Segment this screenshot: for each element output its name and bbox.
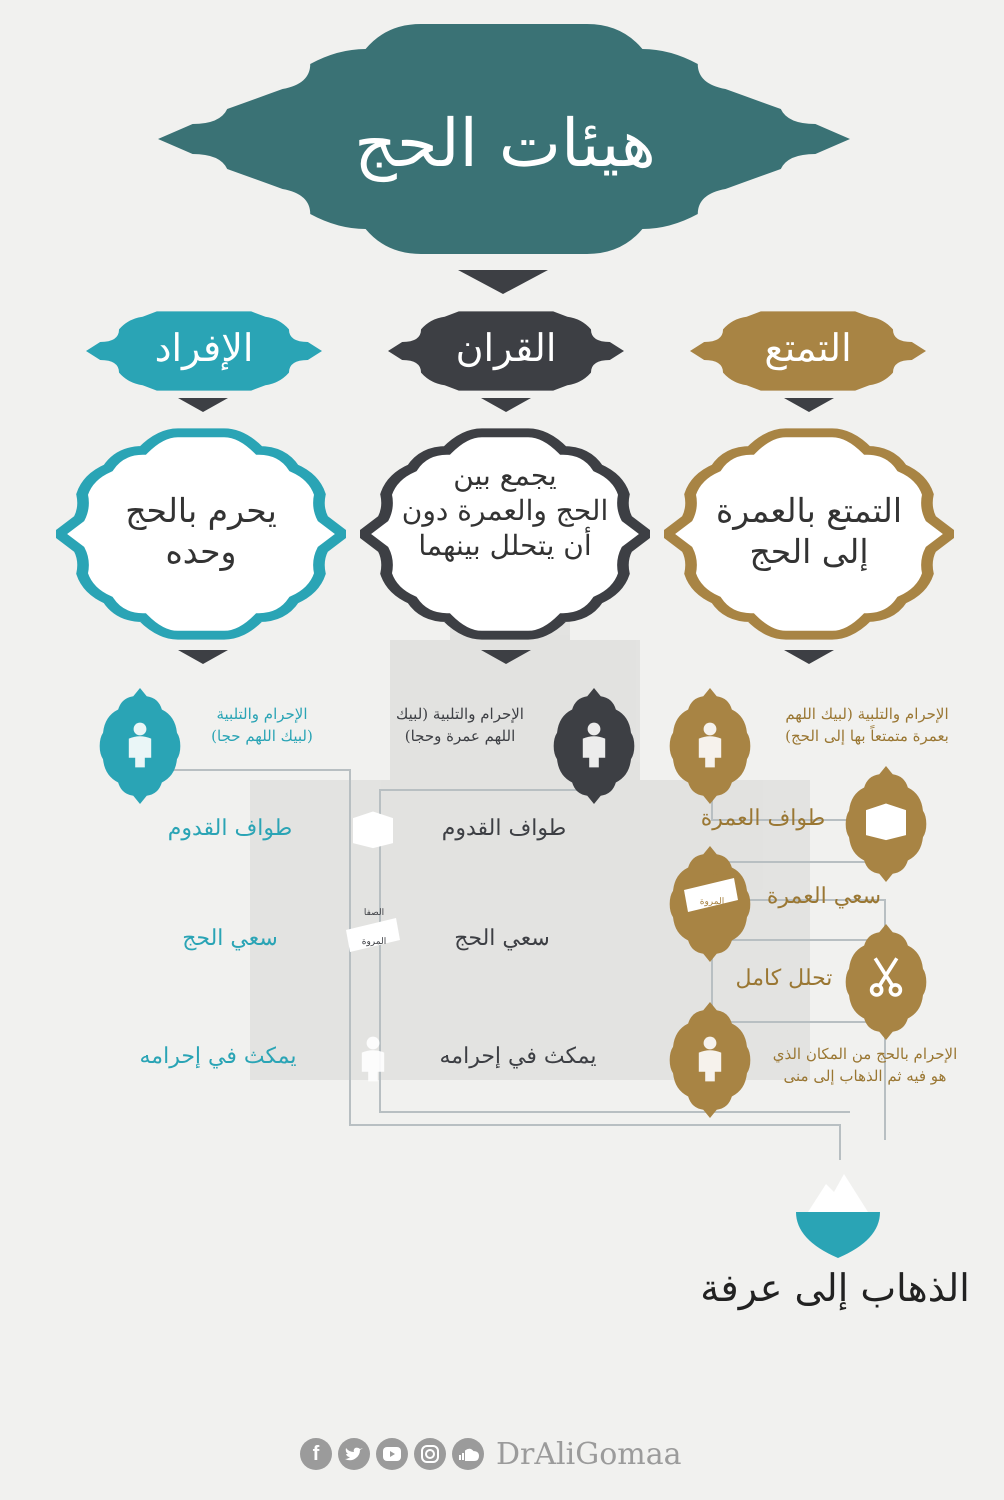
tamattu-step-3-text: سعي العمرة: [766, 884, 882, 909]
description-line: يحرم بالحج: [125, 491, 277, 530]
step-text-line: بعمرة متمتعاً بها إلى الحج): [785, 726, 949, 745]
tamattu-step-1-text: [756, 704, 978, 748]
description-line: وحده: [165, 532, 237, 572]
soundcloud-icon[interactable]: [452, 1438, 484, 1470]
step-text-line: (لبيك اللهم حجا): [211, 726, 313, 745]
kaaba-icon: [866, 804, 906, 841]
header-arrow-tamattu: [784, 398, 834, 412]
safa-marwa-icon-label: [684, 868, 740, 908]
tamattu-step-4-text: تحلل كامل: [735, 966, 833, 991]
header-arrow-ifrad: [178, 398, 228, 412]
final-step-text: الذهاب إلى عرفة: [700, 1266, 970, 1310]
footer-social: [300, 1434, 682, 1474]
description-line: أن يتحلل بينهما: [418, 529, 592, 562]
safa-label: الصفا: [701, 868, 723, 878]
marwa-label: المروة: [361, 936, 387, 947]
tamattu-step-5-text: [756, 1044, 974, 1088]
box-arrow-tamattu: [784, 650, 834, 664]
qiran-step-3-text: سعي الحج: [454, 926, 550, 951]
step-text-line: هو فيه ثم الذهاب إلى منى: [783, 1066, 947, 1085]
ifrad-step-3-text: سعي الحج: [182, 926, 278, 951]
step-text-line: الإحرام بالحج من المكان الذي: [772, 1045, 958, 1063]
step-text-line: الإحرام والتلبية (لبيك: [396, 705, 524, 723]
description-ifrad: [80, 490, 322, 573]
page-title: هيئات الحج: [354, 105, 656, 182]
qiran-step-1-text: [370, 704, 550, 748]
description-line: يجمع بين: [453, 459, 557, 492]
youtube-icon[interactable]: [376, 1438, 408, 1470]
ifrad-step-2-text: طواف القدوم: [167, 816, 293, 841]
step-text-line: اللهم عمرة وحجا): [404, 726, 516, 745]
description-line: التمتع بالعمرة: [715, 491, 903, 530]
ifrad-step-1-text: [184, 704, 340, 748]
step-text-line: الإحرام والتلبية (لبيك اللهم: [785, 705, 949, 723]
kaaba-icon: [353, 812, 393, 849]
marwa-label: المروة: [699, 896, 725, 907]
box-arrow-ifrad: [178, 650, 228, 664]
description-line: إلى الحج: [749, 532, 869, 572]
description-qiran: [384, 458, 626, 563]
column-label-qiran: القران: [455, 326, 557, 370]
mountain-icon: [808, 1174, 868, 1212]
footer-handle[interactable]: DrAliGomaa: [496, 1436, 682, 1472]
safa-marwa-icon-label: [346, 908, 402, 948]
tamattu-step-2-text: طواف العمرة: [700, 806, 826, 831]
description-line: الحج والعمرة دون: [401, 494, 609, 527]
title-arrow: [458, 270, 548, 294]
safa-label: الصفا: [363, 908, 385, 918]
qiran-step-4-text: يمكث في إحرامه: [439, 1044, 597, 1069]
instagram-icon[interactable]: [414, 1438, 446, 1470]
qiran-step-2-text: طواف القدوم: [441, 816, 567, 841]
twitter-icon[interactable]: [338, 1438, 370, 1470]
facebook-icon[interactable]: f: [300, 1438, 332, 1470]
description-tamattu: [680, 490, 938, 573]
header-arrow-qiran: [481, 398, 531, 412]
ifrad-step-4-text: يمكث في إحرامه: [139, 1044, 297, 1069]
step-text-line: الإحرام والتلبية: [216, 705, 308, 723]
column-label-tamattu: التمتع: [764, 326, 852, 370]
column-label-ifrad: الإفراد: [154, 326, 254, 370]
